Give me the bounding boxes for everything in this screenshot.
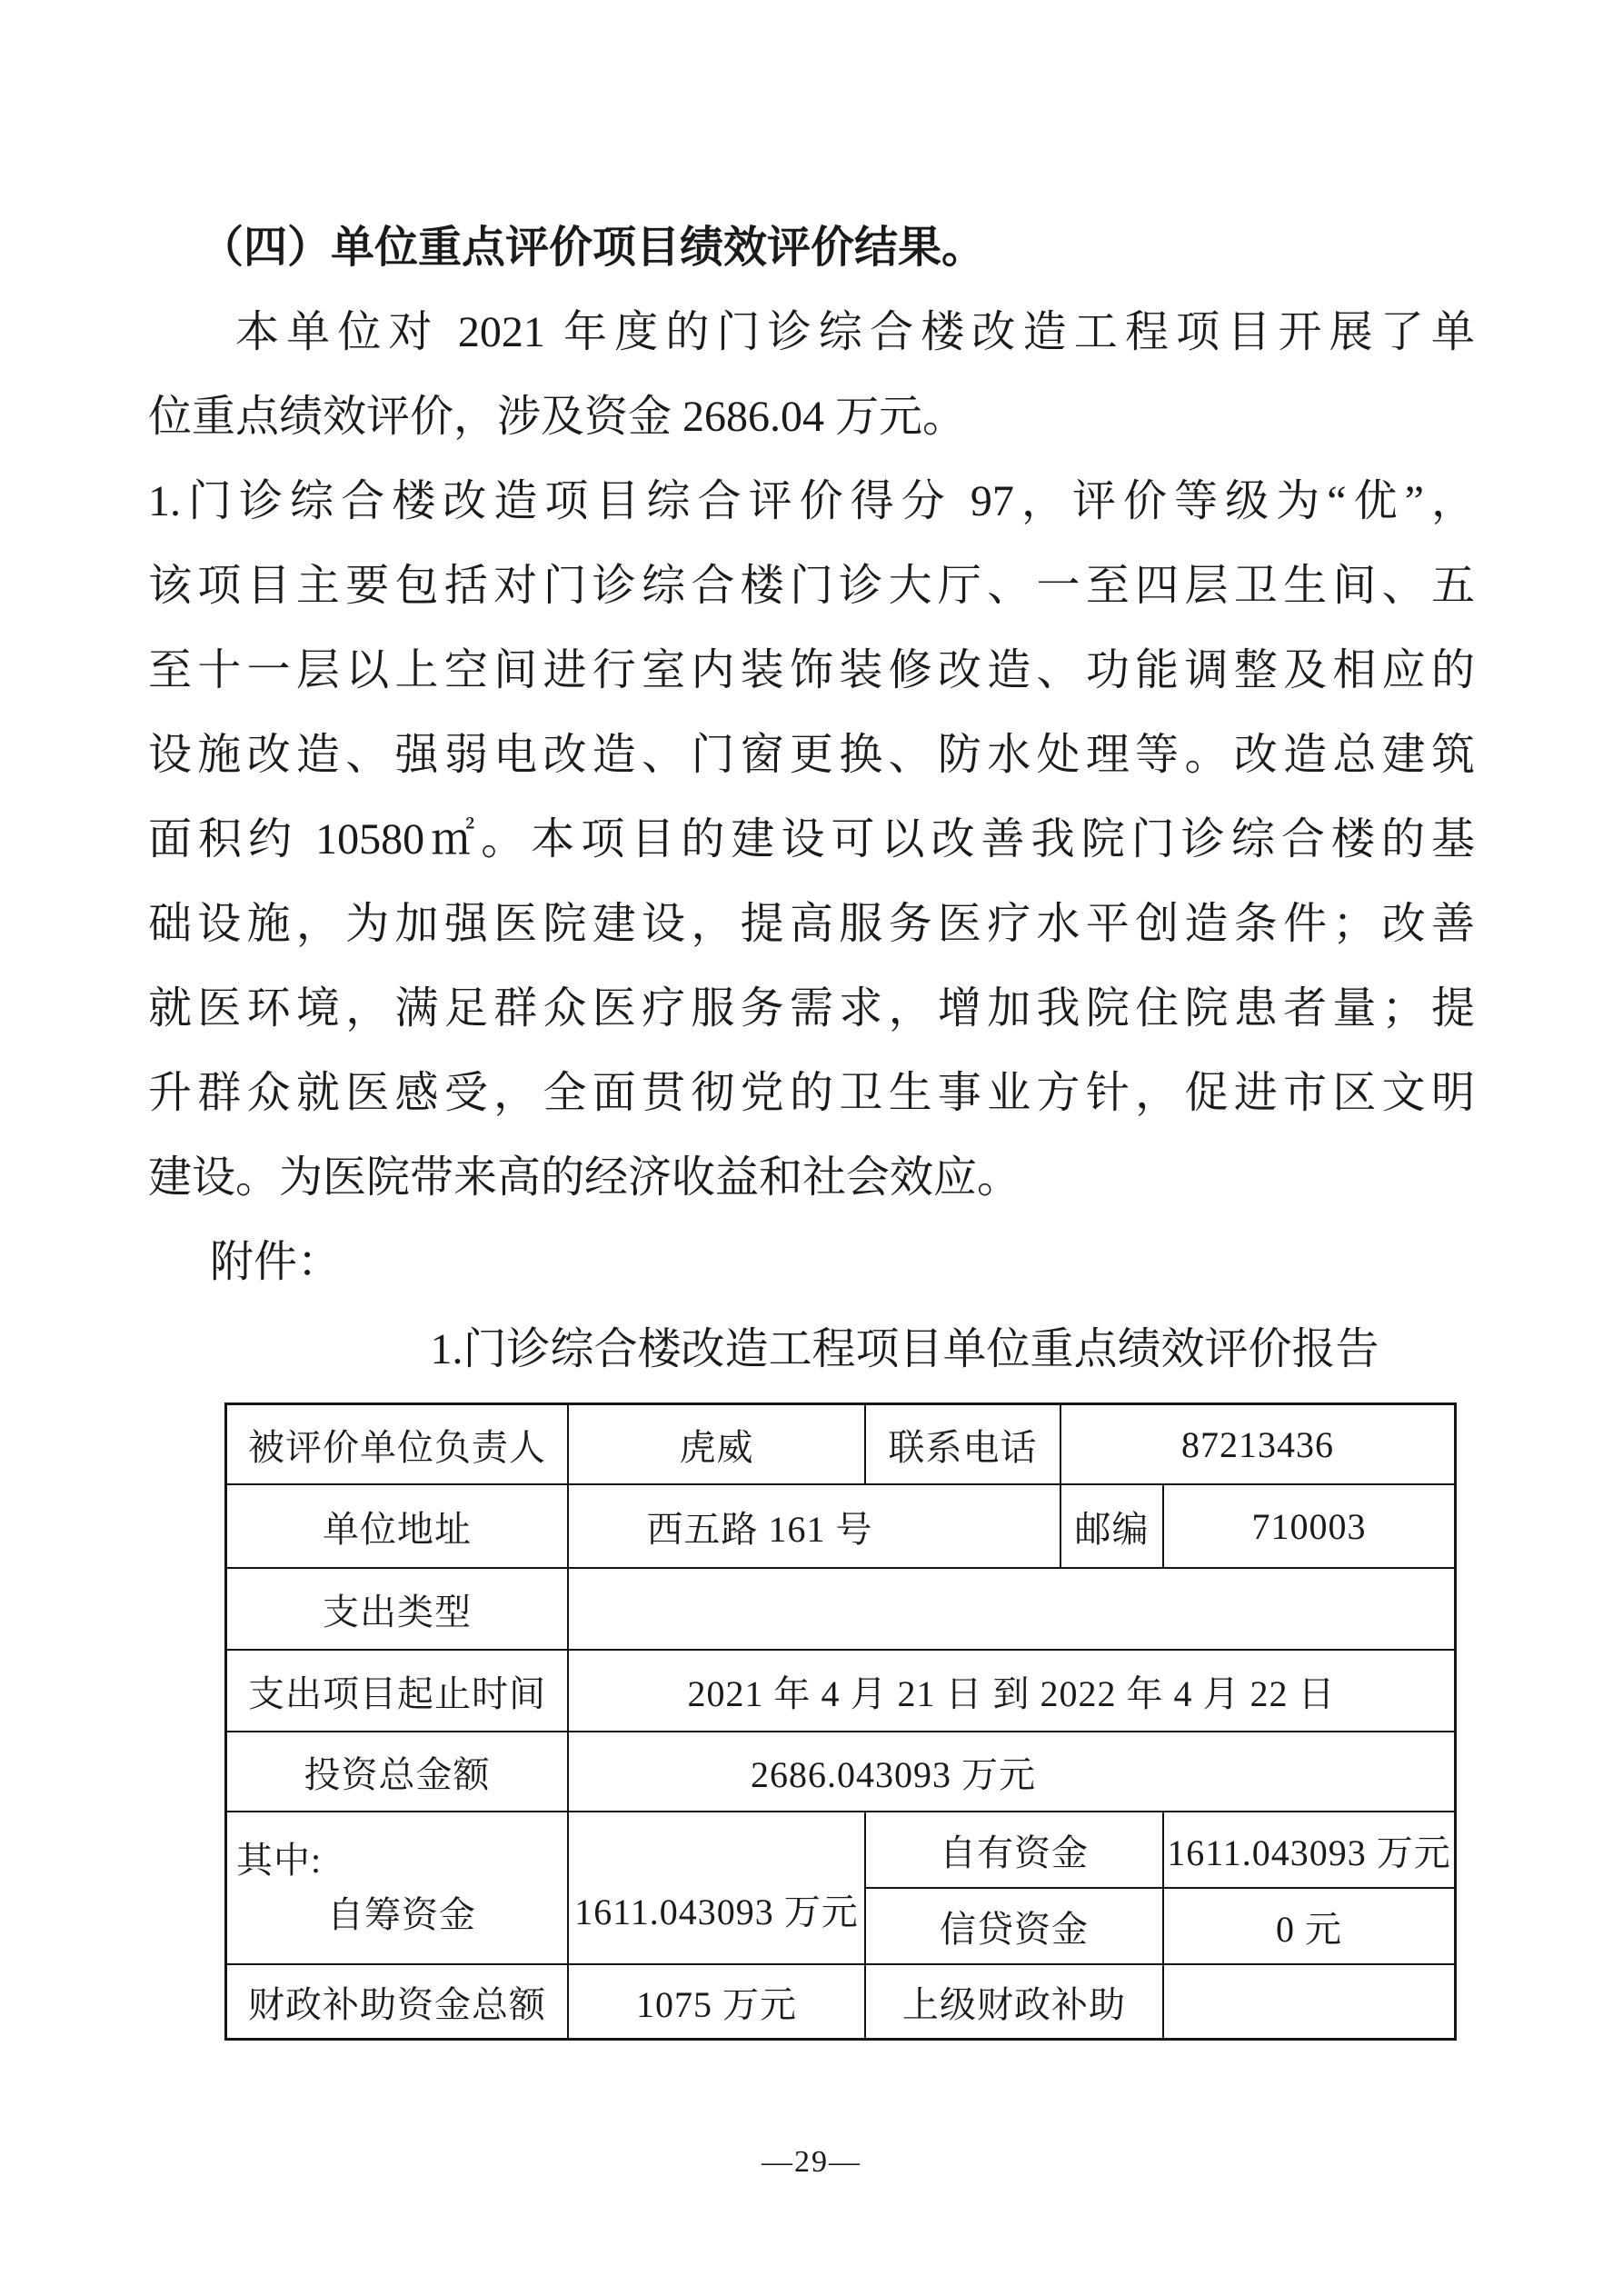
expense-type-label-cell: 支出类型 — [323, 1591, 472, 1632]
zip-value-cell: 710003 — [1162, 1485, 1454, 1567]
body-line: 就医环境，满足群众医疗服务需求，增加我院住院患者量；提 — [148, 984, 1475, 1033]
funding-sub-table — [864, 1812, 1454, 1963]
among-label: 其中: — [236, 1840, 323, 1881]
body-line: 建设。为医院带来高的经济收益和社会效应。 — [148, 1153, 1021, 1202]
table-row-funding-breakdown — [227, 1811, 1454, 1963]
report-table — [224, 1403, 1457, 2041]
zip-label-cell: 邮编 — [1060, 1485, 1162, 1567]
body-line: 该项目主要包括对门诊综合楼门诊大厅、一至四层卫生间、五 — [148, 562, 1475, 610]
period-label-cell: 支出项目起止时间 — [248, 1672, 546, 1714]
body-line: 本单位对 2021 年度的门诊综合楼改造工程项目开展了单 — [235, 308, 1475, 356]
subsidy-label-cell: 财政补助资金总额 — [248, 1983, 546, 2025]
self-raised-label-cell — [227, 1812, 567, 1963]
body-line: 位重点绩效评价，涉及资金 2686.04 万元。 — [148, 393, 967, 441]
body-line: 设施改造、强弱电改造、门窗更换、防水处理等。改造总建筑 — [148, 731, 1475, 779]
total-value-cell: 2686.043093 万元 — [567, 1732, 1454, 1811]
responsible-value-cell: 虎威 — [567, 1405, 864, 1483]
body-line: 面积约 10580㎡。本项目的建设可以改善我院门诊综合楼的基 — [148, 815, 1475, 863]
table-row-period — [227, 1649, 1454, 1731]
page-number: —29— — [762, 2145, 861, 2179]
expense-type-value-cell — [567, 1569, 1454, 1649]
credit-funds-value-cell: 0 元 — [1162, 1889, 1454, 1963]
phone-value-cell: 87213436 — [1060, 1405, 1454, 1483]
table-subrow-credit-funds — [866, 1887, 1454, 1963]
phone-label-cell: 联系电话 — [864, 1405, 1060, 1483]
credit-funds-label-cell: 信贷资金 — [940, 1908, 1089, 1950]
total-label-cell: 投资总金额 — [304, 1753, 491, 1795]
responsible-label-cell: 被评价单位负责人 — [248, 1426, 546, 1468]
table-row-subsidy — [227, 1963, 1454, 2038]
table-row-total-investment — [227, 1731, 1454, 1811]
superior-subsidy-value-cell — [1162, 1965, 1454, 2038]
table-subrow-own-funds — [866, 1812, 1454, 1887]
table-row-address — [227, 1483, 1454, 1567]
address-value-cell: 西五路 161 号 — [567, 1485, 1060, 1567]
table-row-expense-type — [227, 1567, 1454, 1649]
self-raised-label: 自筹资金 — [327, 1894, 476, 1935]
table-row-responsible — [227, 1405, 1454, 1483]
own-funds-value-cell: 1611.043093 万元 — [1162, 1812, 1454, 1887]
body-line: 至十一层以上空间进行室内装饰装修改造、功能调整及相应的 — [148, 646, 1475, 694]
body-line: 升群众就医感受，全面贯彻党的卫生事业方针，促进市区文明 — [148, 1069, 1475, 1117]
superior-subsidy-label-cell: 上级财政补助 — [864, 1965, 1162, 2038]
section-heading: （四）单位重点评价项目绩效评价结果。 — [200, 224, 986, 272]
subsidy-value-cell: 1075 万元 — [567, 1965, 864, 2038]
own-funds-label-cell: 自有资金 — [940, 1832, 1089, 1873]
period-value-cell: 2021 年 4 月 21 日 到 2022 年 4 月 22 日 — [567, 1651, 1454, 1731]
address-label-cell: 单位地址 — [323, 1508, 472, 1550]
body-line: 1.门诊综合楼改造项目综合评价得分 97，评价等级为“优”， — [148, 477, 1475, 525]
attachment-label: 附件： — [210, 1238, 342, 1286]
body-line: 础设施，为加强医院建设，提高服务医疗水平创造条件；改善 — [148, 900, 1475, 948]
self-raised-value-cell: 1611.043093 万元 — [567, 1812, 864, 1963]
attachment-title: 1.门诊综合楼改造工程项目单位重点绩效评价报告 — [430, 1325, 1379, 1373]
